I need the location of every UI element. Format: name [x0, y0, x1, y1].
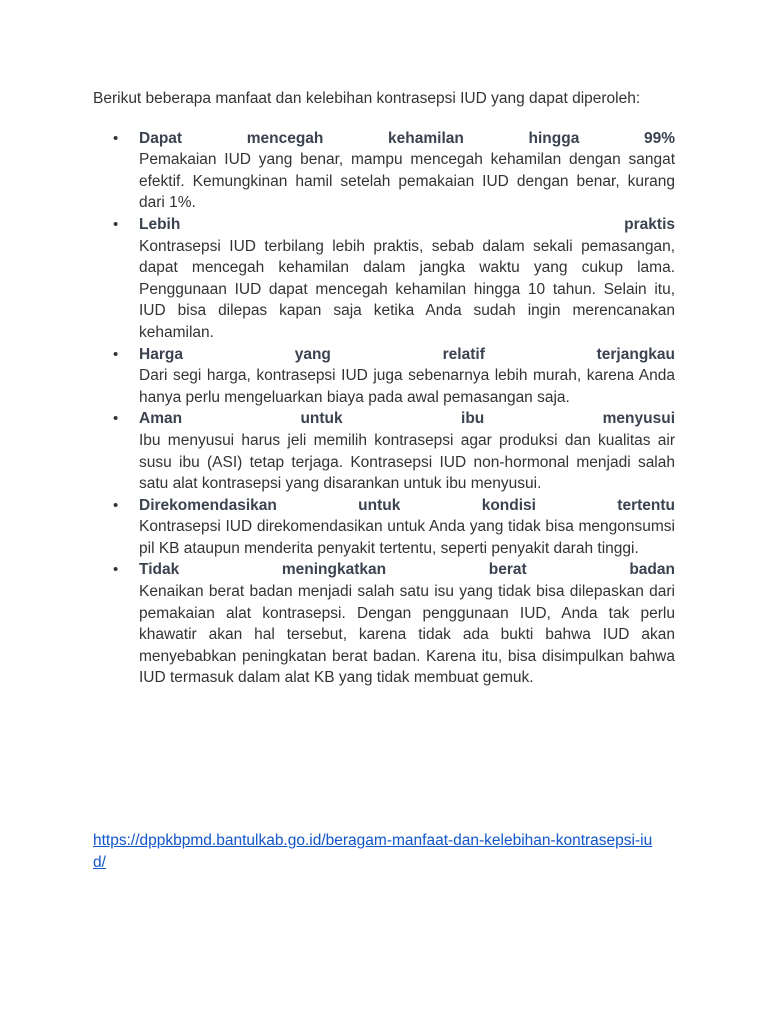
list-item — [93, 495, 675, 560]
benefit-description: Kontrasepsi IUD terbilang lebih praktis, sebab dalam sekali pemasangan, dapat mencegah kehamilan dalam jangka waktu yang cukup lama. Penggunaan IUD dapat mencegah kehamilan hingga 10 tahun. Selain itu, IUD bisa dilepas kapan saja ketika Anda sudah ingin merencanakan kehamilan. — [139, 237, 675, 341]
intro-paragraph: Berikut beberapa manfaat dan kelebihan kontrasepsi IUD yang dapat diperoleh: — [93, 90, 641, 107]
bullet-icon: • — [113, 410, 119, 428]
benefit-title: Lebih praktis — [139, 215, 675, 233]
bullet-icon: • — [113, 129, 119, 147]
list-item — [93, 408, 675, 494]
list-item — [93, 128, 675, 214]
benefit-title: Direkomendasikan untuk kondisi tertentu — [139, 496, 675, 514]
benefit-title: Aman untuk ibu menyusui — [139, 410, 675, 428]
benefit-description: Dari segi harga, kontrasepsi IUD juga sebenarnya lebih murah, karena Anda hanya perlu mengeluarkan biaya pada awal pemasangan saja. — [139, 367, 675, 406]
list-item — [93, 214, 675, 344]
benefit-title: Tidak meningkatkan berat badan — [139, 561, 675, 579]
benefit-description: Kontrasepsi IUD direkomendasikan untuk Anda yang tidak bisa mengonsumsi pil KB ataupun menderita penyakit tertentu, seperti penyakit darah tinggi. — [139, 518, 675, 557]
document-body — [93, 88, 675, 689]
bullet-icon: • — [113, 561, 119, 579]
list-item — [93, 559, 675, 689]
benefit-description: Kenaikan berat badan menjadi salah satu isu yang tidak bisa dilepaskan dari pemakaian alat kontrasepsi. Dengan penggunaan IUD, Anda tak perlu khawatir akan hal tersebut, karena tidak ada bukti bahwa IUD akan menyebabkan peningkatan berat badan. Karena itu, bisa disimpulkan bahwa IUD termasuk dalam alat KB yang tidak membuat gemuk. — [139, 583, 675, 687]
bullet-icon: • — [113, 345, 119, 363]
benefit-description: Ibu menyusui harus jeli memilih kontrasepsi agar produksi dan kualitas air susu ibu (ASI) tetap terjaga. Kontrasepsi IUD non-hormonal menjadi salah satu alat kontrasepsi yang disarankan untuk ibu menyusui. — [139, 431, 675, 493]
source-link[interactable]: https://dppkbpmd.bantulkab.go.id/beragam-manfaat-dan-kelebihan-kontrasepsi-iud/ — [93, 832, 653, 871]
list-item — [93, 344, 675, 409]
bullet-icon: • — [113, 496, 119, 514]
benefit-description: Pemakaian IUD yang benar, mampu mencegah kehamilan dengan sangat efektif. Kemungkinan hamil setelah pemakaian IUD dengan benar, kurang dari 1%. — [139, 151, 675, 212]
benefit-title: Harga yang relatif terjangkau — [139, 345, 675, 363]
bullet-icon: • — [113, 215, 119, 233]
benefit-title: Dapat mencegah kehamilan hingga 99% — [139, 129, 675, 147]
benefit-list — [93, 128, 675, 689]
